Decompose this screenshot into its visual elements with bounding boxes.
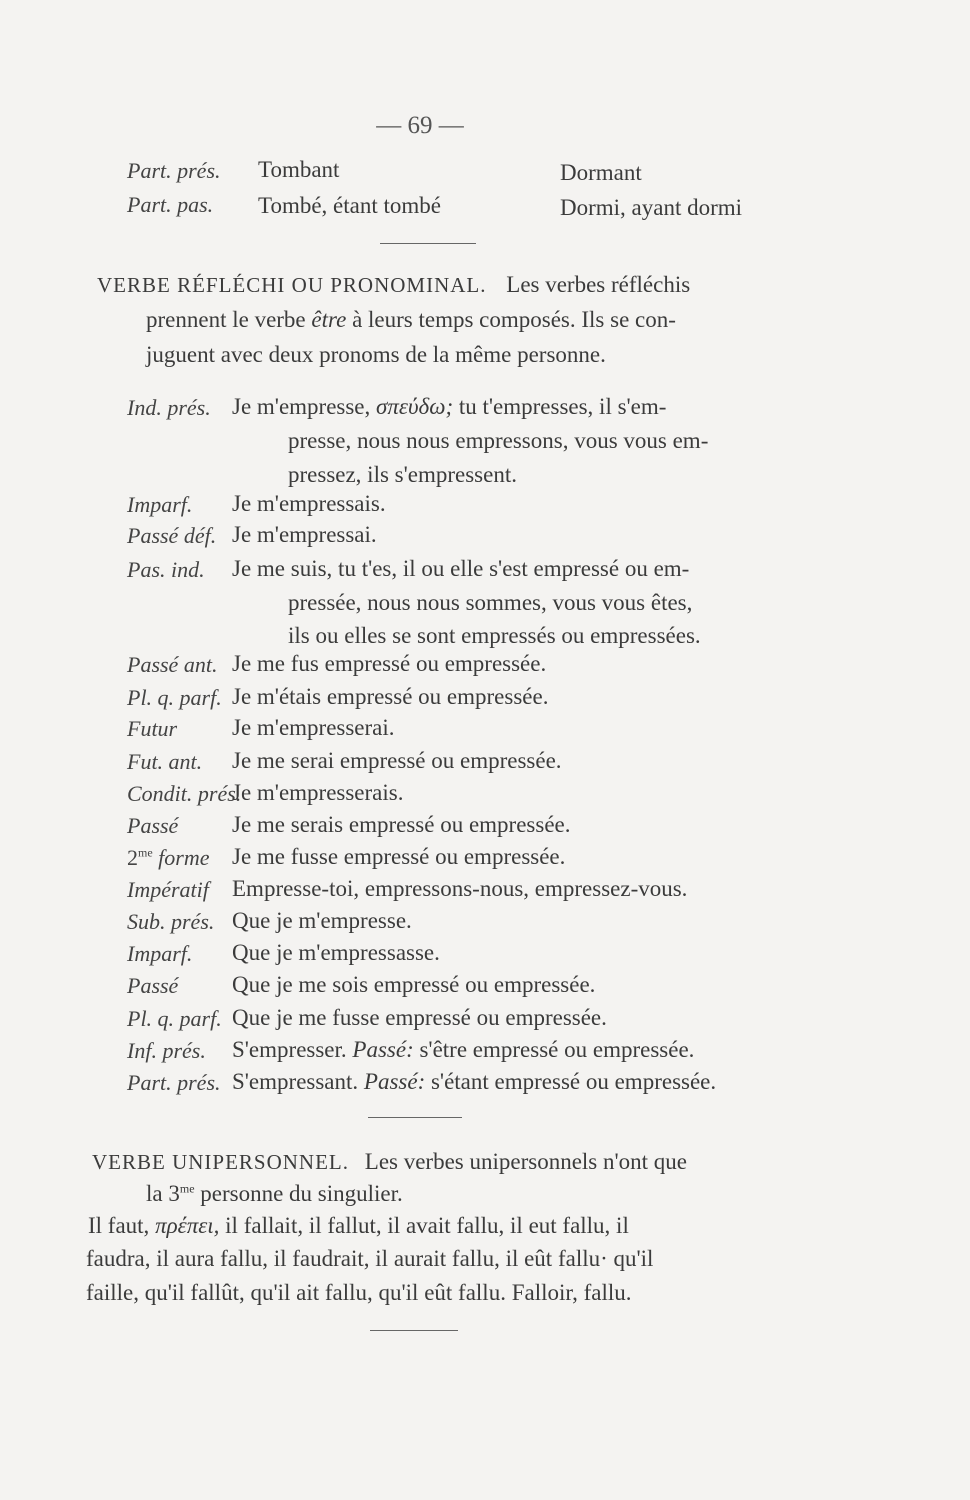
impersonal-line-1 <box>88 1213 629 1239</box>
reflexive-intro-line-3: juguent avec deux pronoms de la même personne. <box>146 342 606 367</box>
inf-passe: Passé: <box>352 1037 414 1062</box>
line-1b: il fallait, il fallut, il avait fallu, il eut fallu, il <box>225 1213 629 1238</box>
participle-past-tomber: Tombé, étant tombé <box>258 193 441 218</box>
page-number: — 69 — <box>376 112 464 139</box>
passe-ant-text: Je me fus empressé ou empressée. <box>232 651 547 676</box>
inf-pres-text <box>232 1037 694 1063</box>
ind-pres-line-3: pressez, ils s'empressent. <box>288 462 517 487</box>
imparf-text: Je m'empressais. <box>232 491 386 516</box>
reflexive-intro-line-2 <box>146 307 676 333</box>
label-imperatif: Impératif <box>127 877 209 902</box>
ind-pres-line-1 <box>232 394 666 420</box>
label-sub-passe: Passé <box>127 973 179 998</box>
label-futur: Futur <box>127 716 178 741</box>
intro-2b-text: personne du singulier. <box>200 1181 403 1206</box>
forme2-word: forme <box>158 845 210 870</box>
label-passe: Passé <box>127 813 179 838</box>
forme2-text: Je me fusse empressé ou empressée. <box>232 844 566 869</box>
impersonal-heading: VERBE UNIPERSONNEL. <box>92 1150 350 1174</box>
participle-present-dormir: Dormant <box>560 160 642 185</box>
passe-text: Je me serais empressé ou empressée. <box>232 812 571 837</box>
label-fut-ant: Fut. ant. <box>127 749 203 774</box>
pas-ind-line-2: pressée, nous nous sommes, vous vous êtes, <box>288 590 693 615</box>
label-condit-pres: Condit. prés. <box>127 781 242 806</box>
line-1a: Il faut, <box>88 1213 150 1238</box>
sub-passe-text: Que je me sois empressé ou empressée. <box>232 972 596 997</box>
reflexive-intro-1a: Les verbes réfléchis <box>506 272 691 297</box>
label-inf-pres: Inf. prés. <box>127 1038 206 1063</box>
greek-word: πρέπει, <box>155 1213 220 1238</box>
part-b: s'étant empressé ou empressée. <box>430 1069 717 1094</box>
intro-2a-num: la 3 <box>146 1181 180 1206</box>
intro-2b: être <box>311 307 347 332</box>
section-divider <box>380 243 476 244</box>
label-passe-def: Passé déf. <box>127 523 217 548</box>
label-sub-pl-q-parf: Pl. q. parf. <box>127 1006 222 1031</box>
inf-b: s'être empressé ou empressée. <box>419 1037 695 1062</box>
label-passe-ant: Passé ant. <box>127 652 218 677</box>
label-pas-ind: Pas. ind. <box>127 557 205 582</box>
ind-pres-line-2: presse, nous nous empressons, vous vous em- <box>288 428 709 453</box>
imperatif-text: Empresse-toi, empressons-nous, empressez-vous. <box>232 876 688 901</box>
label-sub-imparf: Imparf. <box>127 941 193 966</box>
label-part-pres: Part. prés. <box>127 1070 221 1095</box>
participle-present-tomber: Tombant <box>258 157 340 182</box>
impersonal-line-2: faudra, il aura fallu, il faudrait, il aurait fallu, il eût fallu· qu'il <box>86 1246 654 1271</box>
pas-ind-line-3: ils ou elles se sont empressés ou empressées. <box>288 623 701 648</box>
label-imparf: Imparf. <box>127 492 193 517</box>
pas-ind-line-1: Je me suis, tu t'es, il ou elle s'est empressé ou em- <box>232 556 690 581</box>
fut-ant-text: Je me serai empressé ou empressée. <box>232 748 562 773</box>
inf-a: S'empresser. <box>232 1037 347 1062</box>
label-sub-pres: Sub. prés. <box>127 909 215 934</box>
greek-word: σπεύδω; <box>376 394 454 419</box>
reflexive-heading: VERBE RÉFLÉCHI OU PRONOMINAL. <box>97 273 487 297</box>
reflexive-intro-line-1 <box>97 272 690 298</box>
sub-pres-text: Que je m'empresse. <box>232 908 412 933</box>
pl-q-parf-text: Je m'étais empressé ou empressée. <box>232 684 549 709</box>
intro-2a: prennent le verbe <box>146 307 306 332</box>
impersonal-intro-line-1 <box>92 1149 687 1175</box>
sub-pl-q-parf-text: Que je me fusse empressé ou empressée. <box>232 1005 607 1030</box>
part-a: S'empressant. <box>232 1069 359 1094</box>
label-2me-forme <box>127 845 210 871</box>
section-divider <box>368 1117 462 1118</box>
impersonal-intro-1: Les verbes unipersonnels n'ont que <box>364 1149 688 1174</box>
forme2-sup: me <box>138 845 153 860</box>
intro-2c: à leurs temps composés. Ils se con- <box>352 307 676 332</box>
intro-2-sup: me <box>179 1181 195 1196</box>
impersonal-line-3: faille, qu'il fallût, qu'il ait fallu, qu'il eût fallu. Falloir, fallu. <box>86 1280 632 1305</box>
section-divider <box>370 1330 458 1331</box>
futur-text: Je m'empresserai. <box>232 715 395 740</box>
impersonal-intro-line-2 <box>146 1181 403 1207</box>
label-pl-q-parf: Pl. q. parf. <box>127 685 222 710</box>
part-passe: Passé: <box>363 1069 426 1094</box>
ind-pres-1a: Je m'empresse, <box>232 394 371 419</box>
participle-past-label: Part. pas. <box>127 192 214 217</box>
part-pres-text <box>232 1069 716 1095</box>
passe-def-text: Je m'empressai. <box>232 522 377 547</box>
forme2-num: 2 <box>127 845 138 870</box>
condit-pres-text: Je m'empresserais. <box>232 780 404 805</box>
participle-present-label: Part. prés. <box>127 158 221 183</box>
sub-imparf-text: Que je m'empressasse. <box>232 940 440 965</box>
label-ind-pres: Ind. prés. <box>127 395 211 420</box>
participle-past-dormir: Dormi, ayant dormi <box>560 195 743 220</box>
ind-pres-1b: tu t'empresses, il s'em- <box>458 394 667 419</box>
